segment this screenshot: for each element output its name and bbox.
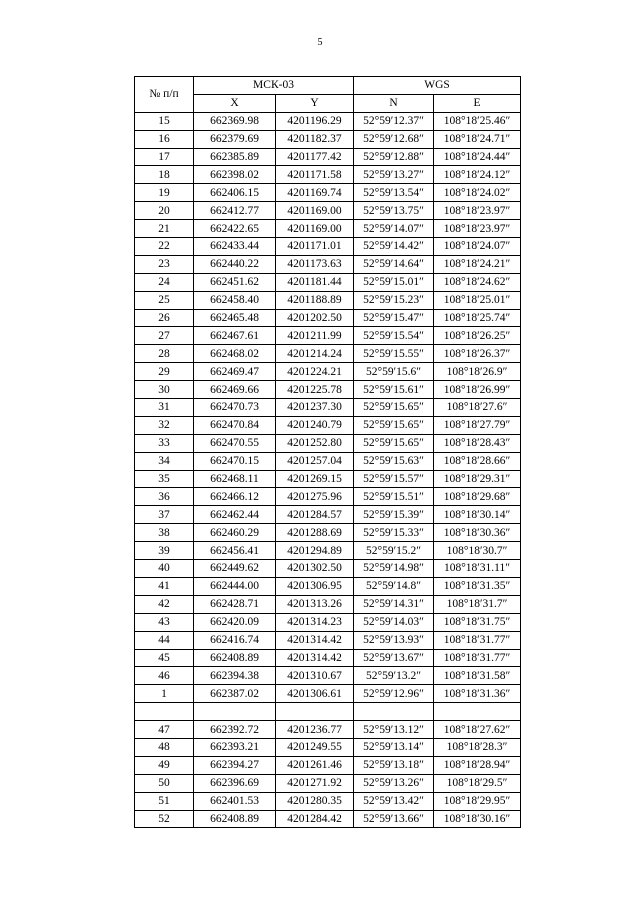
cell-x: 662394.38	[194, 667, 276, 685]
cell-e: 108°18′30.16″	[434, 810, 521, 828]
cell-n: 52°59′15.47″	[354, 309, 434, 327]
cell-number: 31	[135, 399, 194, 417]
cell-n: 52°59′13.66″	[354, 810, 434, 828]
cell-number: 25	[135, 291, 194, 309]
cell-y: 4201224.21	[276, 363, 354, 381]
cell-n: 52°59′15.65″	[354, 399, 434, 417]
cell-e: 108°18′25.74″	[434, 309, 521, 327]
cell-n: 52°59′15.33″	[354, 524, 434, 542]
header-x: X	[194, 94, 276, 112]
table-row	[135, 184, 521, 202]
coordinates-table	[134, 76, 521, 828]
header-e: E	[434, 94, 521, 112]
cell-e: 108°18′31.11″	[434, 560, 521, 578]
cell-number: 43	[135, 613, 194, 631]
table-row	[135, 506, 521, 524]
cell-e: 108°18′31.7″	[434, 595, 521, 613]
cell-number: 52	[135, 810, 194, 828]
cell-n: 52°59′13.27″	[354, 166, 434, 184]
cell-number: 50	[135, 774, 194, 792]
table-row	[135, 470, 521, 488]
cell-number: 38	[135, 524, 194, 542]
cell-n: 52°59′15.61″	[354, 381, 434, 399]
cell-number: 36	[135, 488, 194, 506]
cell-y: 4201314.23	[276, 613, 354, 631]
cell-y: 4201271.92	[276, 774, 354, 792]
cell-e: 108°18′23.97″	[434, 202, 521, 220]
cell-number: 18	[135, 166, 194, 184]
cell-y: 4201202.50	[276, 309, 354, 327]
cell-x: 662465.48	[194, 309, 276, 327]
cell-n: 52°59′13.26″	[354, 774, 434, 792]
cell-e: 108°18′26.25″	[434, 327, 521, 345]
cell-e: 108°18′30.7″	[434, 542, 521, 560]
cell-x: 662379.69	[194, 130, 276, 148]
cell-n: 52°59′13.93″	[354, 631, 434, 649]
cell-y: 4201196.29	[276, 112, 354, 130]
cell-e: 108°18′31.58″	[434, 667, 521, 685]
cell-e: 108°18′29.31″	[434, 470, 521, 488]
cell-x: 662470.84	[194, 416, 276, 434]
cell-y: 4201284.57	[276, 506, 354, 524]
cell-number: 41	[135, 577, 194, 595]
cell-y	[276, 703, 354, 721]
table-row	[135, 774, 521, 792]
cell-n: 52°59′13.12″	[354, 721, 434, 739]
cell-e: 108°18′30.14″	[434, 506, 521, 524]
cell-n: 52°59′14.31″	[354, 595, 434, 613]
cell-n: 52°59′12.68″	[354, 130, 434, 148]
cell-n: 52°59′13.42″	[354, 792, 434, 810]
cell-number: 32	[135, 416, 194, 434]
cell-n: 52°59′15.65″	[354, 416, 434, 434]
cell-n: 52°59′12.37″	[354, 112, 434, 130]
header-n: N	[354, 94, 434, 112]
cell-number: 22	[135, 238, 194, 256]
cell-x: 662469.66	[194, 381, 276, 399]
cell-n: 52°59′13.67″	[354, 649, 434, 667]
cell-x: 662398.02	[194, 166, 276, 184]
cell-y: 4201313.26	[276, 595, 354, 613]
cell-e: 108°18′29.68″	[434, 488, 521, 506]
cell-y: 4201275.96	[276, 488, 354, 506]
table-row	[135, 148, 521, 166]
cell-number: 24	[135, 273, 194, 291]
cell-e: 108°18′24.21″	[434, 255, 521, 273]
cell-x: 662369.98	[194, 112, 276, 130]
table-row	[135, 309, 521, 327]
cell-x: 662428.71	[194, 595, 276, 613]
cell-e: 108°18′28.66″	[434, 452, 521, 470]
cell-n: 52°59′15.2″	[354, 542, 434, 560]
cell-number: 35	[135, 470, 194, 488]
cell-e: 108°18′26.9″	[434, 363, 521, 381]
table-row	[135, 363, 521, 381]
cell-x: 662433.44	[194, 238, 276, 256]
cell-number: 39	[135, 542, 194, 560]
cell-e: 108°18′31.77″	[434, 649, 521, 667]
cell-x: 662396.69	[194, 774, 276, 792]
table-row	[135, 238, 521, 256]
cell-x: 662470.15	[194, 452, 276, 470]
cell-y: 4201236.77	[276, 721, 354, 739]
cell-number: 1	[135, 685, 194, 703]
table-row	[135, 595, 521, 613]
cell-number: 44	[135, 631, 194, 649]
table-row	[135, 327, 521, 345]
cell-y: 4201188.89	[276, 291, 354, 309]
cell-number: 46	[135, 667, 194, 685]
cell-y: 4201257.04	[276, 452, 354, 470]
cell-e: 108°18′27.79″	[434, 416, 521, 434]
cell-n: 52°59′14.42″	[354, 238, 434, 256]
cell-n: 52°59′15.51″	[354, 488, 434, 506]
cell-n: 52°59′14.64″	[354, 255, 434, 273]
cell-x: 662392.72	[194, 721, 276, 739]
table-row	[135, 685, 521, 703]
cell-n: 52°59′15.39″	[354, 506, 434, 524]
cell-y: 4201240.79	[276, 416, 354, 434]
cell-e: 108°18′26.99″	[434, 381, 521, 399]
cell-y: 4201169.00	[276, 220, 354, 238]
cell-x: 662393.21	[194, 738, 276, 756]
cell-number: 19	[135, 184, 194, 202]
cell-e: 108°18′24.44″	[434, 148, 521, 166]
cell-n: 52°59′15.01″	[354, 273, 434, 291]
table-row	[135, 631, 521, 649]
cell-n: 52°59′15.65″	[354, 434, 434, 452]
table-row	[135, 792, 521, 810]
cell-y: 4201284.42	[276, 810, 354, 828]
cell-number: 51	[135, 792, 194, 810]
table-row	[135, 345, 521, 363]
cell-number: 27	[135, 327, 194, 345]
table-row	[135, 577, 521, 595]
cell-n: 52°59′15.63″	[354, 452, 434, 470]
cell-number: 33	[135, 434, 194, 452]
cell-number: 40	[135, 560, 194, 578]
cell-x: 662394.27	[194, 756, 276, 774]
cell-number: 37	[135, 506, 194, 524]
table-row	[135, 721, 521, 739]
cell-number: 26	[135, 309, 194, 327]
cell-e	[434, 703, 521, 721]
cell-y: 4201169.00	[276, 202, 354, 220]
cell-n: 52°59′14.03″	[354, 613, 434, 631]
cell-x: 662406.15	[194, 184, 276, 202]
cell-n: 52°59′12.96″	[354, 685, 434, 703]
cell-number: 45	[135, 649, 194, 667]
table-row	[135, 381, 521, 399]
cell-x: 662470.55	[194, 434, 276, 452]
table-row	[135, 667, 521, 685]
cell-number: 17	[135, 148, 194, 166]
cell-number: 20	[135, 202, 194, 220]
table-header	[135, 77, 521, 113]
cell-y: 4201302.50	[276, 560, 354, 578]
cell-x: 662462.44	[194, 506, 276, 524]
cell-x	[194, 703, 276, 721]
cell-e: 108°18′24.07″	[434, 238, 521, 256]
cell-e: 108°18′27.6″	[434, 399, 521, 417]
cell-y: 4201177.42	[276, 148, 354, 166]
cell-y: 4201169.74	[276, 184, 354, 202]
cell-n: 52°59′15.55″	[354, 345, 434, 363]
cell-e: 108°18′31.77″	[434, 631, 521, 649]
cell-n: 52°59′13.54″	[354, 184, 434, 202]
cell-y: 4201314.42	[276, 649, 354, 667]
table-row	[135, 488, 521, 506]
cell-x: 662466.12	[194, 488, 276, 506]
cell-y: 4201171.58	[276, 166, 354, 184]
cell-number: 28	[135, 345, 194, 363]
cell-y: 4201211.99	[276, 327, 354, 345]
cell-e: 108°18′31.35″	[434, 577, 521, 595]
cell-e: 108°18′24.62″	[434, 273, 521, 291]
cell-e: 108°18′26.37″	[434, 345, 521, 363]
cell-x: 662458.40	[194, 291, 276, 309]
table-row	[135, 291, 521, 309]
cell-x: 662451.62	[194, 273, 276, 291]
header-row-number: № п/п	[135, 77, 194, 113]
cell-n: 52°59′14.98″	[354, 560, 434, 578]
table-row	[135, 613, 521, 631]
cell-x: 662416.74	[194, 631, 276, 649]
cell-e: 108°18′29.95″	[434, 792, 521, 810]
cell-number: 42	[135, 595, 194, 613]
table-row	[135, 130, 521, 148]
cell-x: 662470.73	[194, 399, 276, 417]
cell-e: 108°18′30.36″	[434, 524, 521, 542]
cell-y: 4201249.55	[276, 738, 354, 756]
cell-e: 108°18′25.46″	[434, 112, 521, 130]
page-number: 5	[317, 37, 323, 48]
cell-x: 662401.53	[194, 792, 276, 810]
cell-e: 108°18′29.5″	[434, 774, 521, 792]
cell-number: 23	[135, 255, 194, 273]
cell-y: 4201269.15	[276, 470, 354, 488]
cell-number: 34	[135, 452, 194, 470]
cell-n: 52°59′13.2″	[354, 667, 434, 685]
cell-x: 662467.61	[194, 327, 276, 345]
cell-e: 108°18′24.71″	[434, 130, 521, 148]
cell-e: 108°18′31.36″	[434, 685, 521, 703]
cell-number	[135, 703, 194, 721]
cell-e: 108°18′24.12″	[434, 166, 521, 184]
cell-y: 4201306.61	[276, 685, 354, 703]
cell-x: 662469.47	[194, 363, 276, 381]
cell-n: 52°59′15.23″	[354, 291, 434, 309]
table-row	[135, 220, 521, 238]
table-row	[135, 202, 521, 220]
table-row	[135, 560, 521, 578]
cell-e: 108°18′25.01″	[434, 291, 521, 309]
cell-e: 108°18′28.94″	[434, 756, 521, 774]
cell-y: 4201261.46	[276, 756, 354, 774]
cell-y: 4201237.30	[276, 399, 354, 417]
table-row	[135, 810, 521, 828]
table-body	[135, 112, 521, 828]
cell-y: 4201214.24	[276, 345, 354, 363]
cell-y: 4201181.44	[276, 273, 354, 291]
table-row	[135, 524, 521, 542]
table-row	[135, 273, 521, 291]
table-row	[135, 738, 521, 756]
cell-y: 4201225.78	[276, 381, 354, 399]
cell-x: 662408.89	[194, 810, 276, 828]
cell-x: 662440.22	[194, 255, 276, 273]
cell-e: 108°18′24.02″	[434, 184, 521, 202]
cell-x: 662387.02	[194, 685, 276, 703]
cell-n: 52°59′15.57″	[354, 470, 434, 488]
table-row	[135, 166, 521, 184]
cell-y: 4201288.69	[276, 524, 354, 542]
cell-n: 52°59′12.88″	[354, 148, 434, 166]
cell-n	[354, 703, 434, 721]
cell-e: 108°18′27.62″	[434, 721, 521, 739]
cell-n: 52°59′13.14″	[354, 738, 434, 756]
cell-y: 4201310.67	[276, 667, 354, 685]
cell-y: 4201280.35	[276, 792, 354, 810]
cell-y: 4201306.95	[276, 577, 354, 595]
cell-x: 662456.41	[194, 542, 276, 560]
table-row	[135, 756, 521, 774]
cell-number: 16	[135, 130, 194, 148]
cell-number: 49	[135, 756, 194, 774]
header-wgs: WGS	[354, 77, 521, 95]
table-row	[135, 542, 521, 560]
cell-n: 52°59′14.8″	[354, 577, 434, 595]
cell-n: 52°59′13.18″	[354, 756, 434, 774]
cell-number: 15	[135, 112, 194, 130]
table-row	[135, 416, 521, 434]
cell-e: 108°18′28.3″	[434, 738, 521, 756]
cell-e: 108°18′23.97″	[434, 220, 521, 238]
cell-n: 52°59′15.6″	[354, 363, 434, 381]
cell-e: 108°18′31.75″	[434, 613, 521, 631]
cell-y: 4201171.01	[276, 238, 354, 256]
table-row	[135, 255, 521, 273]
cell-number: 30	[135, 381, 194, 399]
cell-number: 47	[135, 721, 194, 739]
cell-y: 4201294.89	[276, 542, 354, 560]
cell-n: 52°59′15.54″	[354, 327, 434, 345]
cell-y: 4201252.80	[276, 434, 354, 452]
cell-n: 52°59′14.07″	[354, 220, 434, 238]
cell-x: 662420.09	[194, 613, 276, 631]
cell-y: 4201314.42	[276, 631, 354, 649]
cell-number: 48	[135, 738, 194, 756]
cell-x: 662408.89	[194, 649, 276, 667]
header-y: Y	[276, 94, 354, 112]
table-row	[135, 399, 521, 417]
cell-number: 21	[135, 220, 194, 238]
cell-number: 29	[135, 363, 194, 381]
cell-x: 662468.02	[194, 345, 276, 363]
table-row	[135, 703, 521, 721]
cell-x: 662422.65	[194, 220, 276, 238]
table-row	[135, 434, 521, 452]
table-row	[135, 649, 521, 667]
cell-x: 662468.11	[194, 470, 276, 488]
cell-y: 4201182.37	[276, 130, 354, 148]
cell-e: 108°18′28.43″	[434, 434, 521, 452]
cell-x: 662460.29	[194, 524, 276, 542]
cell-n: 52°59′13.75″	[354, 202, 434, 220]
cell-y: 4201173.63	[276, 255, 354, 273]
cell-x: 662385.89	[194, 148, 276, 166]
table-row	[135, 112, 521, 130]
header-msk03: МСК-03	[194, 77, 354, 95]
cell-x: 662449.62	[194, 560, 276, 578]
cell-x: 662444.00	[194, 577, 276, 595]
table-row	[135, 452, 521, 470]
cell-x: 662412.77	[194, 202, 276, 220]
